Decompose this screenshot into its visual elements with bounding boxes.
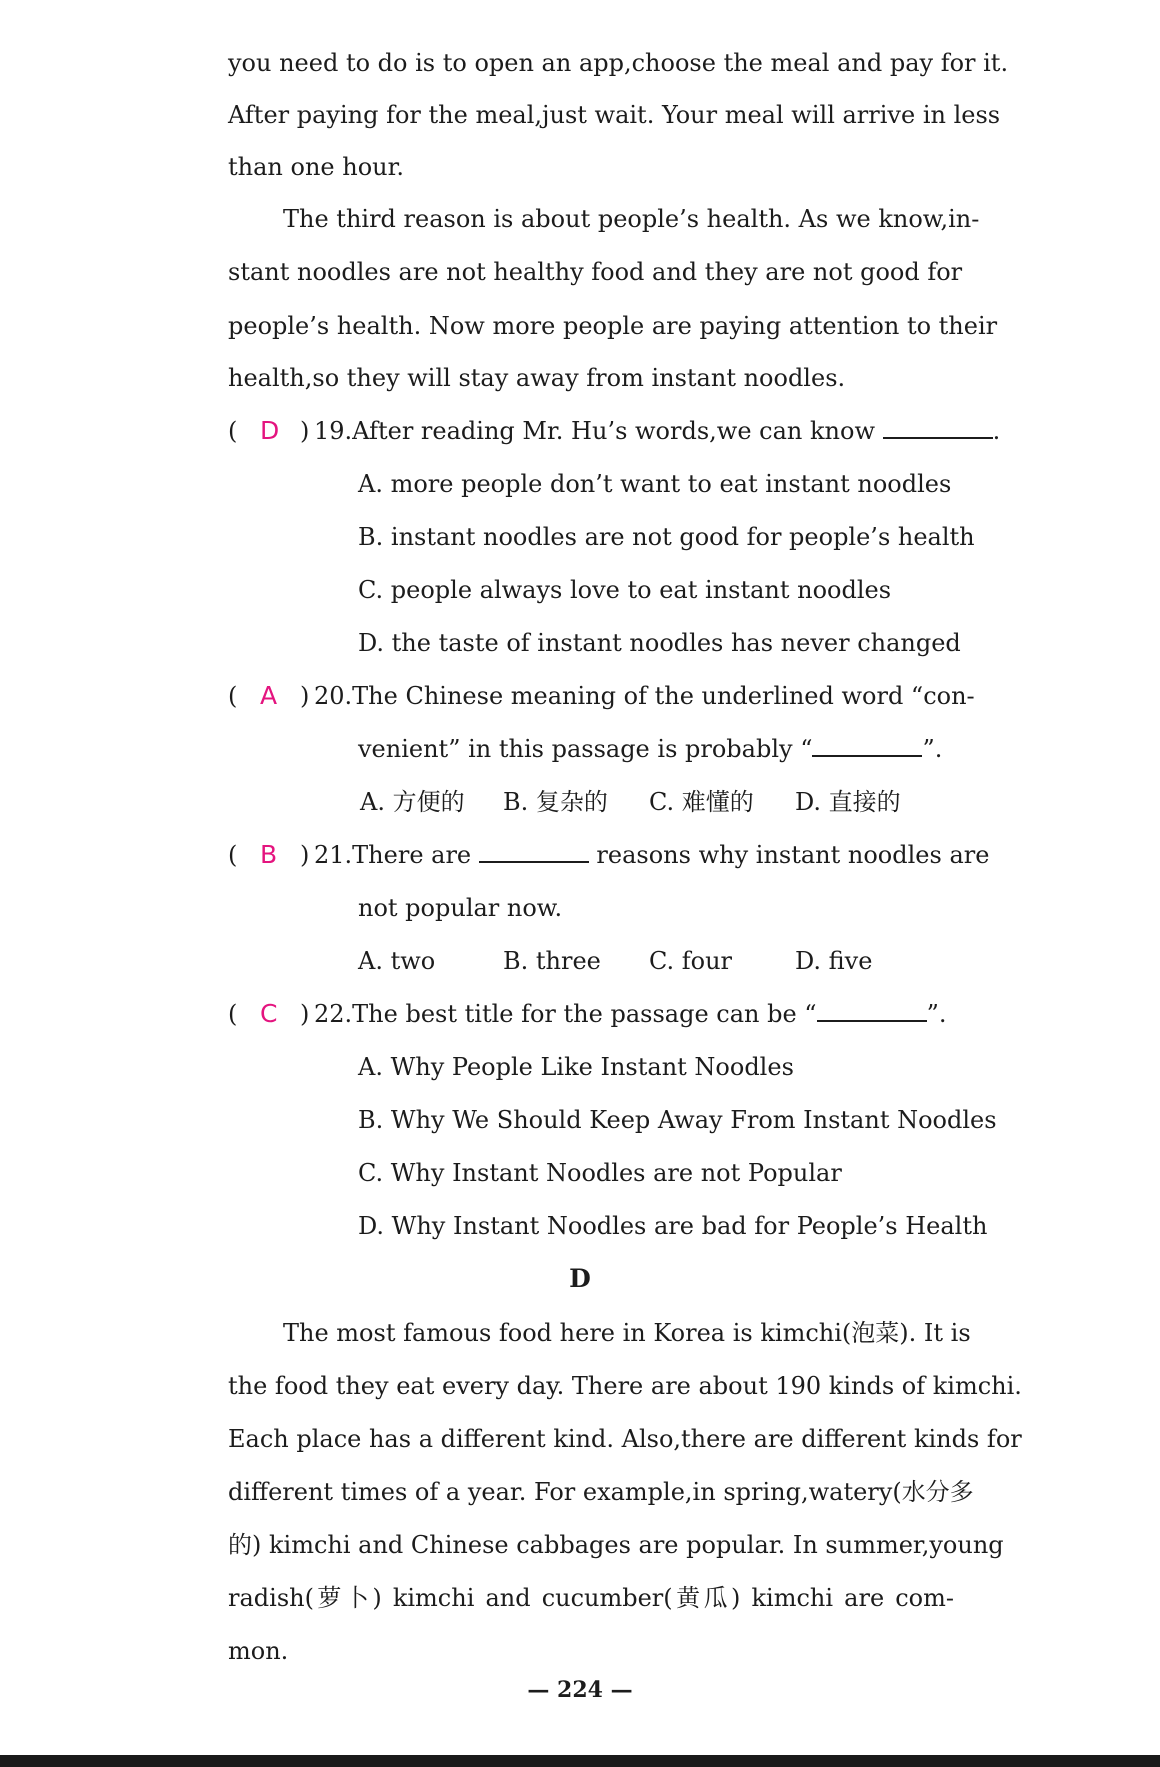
page-number: — 224 —: [527, 1677, 633, 1703]
option: C. people always love to eat instant noodles: [358, 576, 892, 604]
passage-line: people’s health. Now more people are paying attention to their: [228, 312, 998, 340]
option: A. 方便的: [360, 788, 465, 816]
section-title: D: [569, 1264, 591, 1293]
bottom-border: [0, 1755, 1160, 1767]
stem-text: The best title for the passage can be “: [352, 1000, 817, 1028]
option: C. Why Instant Noodles are not Popular: [358, 1159, 842, 1187]
answer-19: D: [260, 416, 280, 445]
passage-line: 的) kimchi and Chinese cabbages are popular. In summer,young: [228, 1531, 1004, 1559]
question-21-stem: [314, 840, 990, 870]
paren-close: ): [300, 417, 310, 445]
paren-close: ): [300, 841, 310, 869]
answer-21: B: [260, 840, 278, 869]
stem-text: There are: [352, 841, 472, 869]
stem-text: After reading Mr. Hu’s words,we can know: [352, 417, 875, 445]
option: B. Why We Should Keep Away From Instant Noodles: [358, 1106, 997, 1134]
passage-line: The third reason is about people’s health. As we know,in-: [283, 205, 980, 233]
answer-20: A: [260, 681, 278, 710]
passage-line: than one hour.: [228, 153, 405, 181]
question-20-stem: [314, 681, 975, 711]
stem-text: reasons why instant noodles are: [596, 841, 990, 869]
answer-blank: [812, 735, 922, 757]
paren-open: (: [228, 417, 238, 445]
option: C. 难懂的: [649, 788, 754, 816]
option: D. the taste of instant noodles has never changed: [358, 629, 961, 657]
passage-line: Each place has a different kind. Also,there are different kinds for: [228, 1425, 1022, 1453]
stem-text: venient” in this passage is probably “: [358, 735, 813, 763]
paren-open: (: [228, 841, 238, 869]
passage-line: different times of a year. For example,in spring,watery(水分多: [228, 1478, 974, 1506]
passage-line: radish(萝卜) kimchi and cucumber(黄瓜) kimchi are com-: [228, 1584, 954, 1612]
question-number: 21.: [314, 841, 353, 869]
question-number: 19.: [314, 417, 353, 445]
passage-line: The most famous food here in Korea is kimchi(泡菜). It is: [283, 1319, 971, 1347]
question-19-stem: [314, 416, 1001, 446]
question-22-stem: [314, 999, 954, 1029]
answer-blank: [883, 417, 993, 439]
question-21-stem-line2: not popular now.: [358, 894, 563, 922]
option: A. more people don’t want to eat instant noodles: [358, 470, 952, 498]
option: D. 直接的: [795, 788, 901, 816]
question-number: 20.: [314, 682, 353, 710]
option: A. two: [358, 947, 436, 975]
option: B. three: [503, 947, 601, 975]
answer-blank: [479, 841, 589, 863]
paren-open: (: [228, 682, 238, 710]
answer-blank: [817, 1000, 927, 1022]
option: C. four: [649, 947, 733, 975]
option: B. instant noodles are not good for people’s health: [358, 523, 975, 551]
answer-22: C: [260, 999, 278, 1028]
option: A. Why People Like Instant Noodles: [358, 1053, 794, 1081]
question-number: 22.: [314, 1000, 353, 1028]
stem-text: ”.: [922, 735, 943, 763]
paren-close: ): [300, 1000, 310, 1028]
stem-text: ”.: [926, 1000, 947, 1028]
passage-line: After paying for the meal,just wait. Your meal will arrive in less: [228, 101, 1001, 129]
option: D. five: [795, 947, 873, 975]
passage-line: you need to do is to open an app,choose the meal and pay for it.: [228, 49, 1009, 77]
passage-line: stant noodles are not healthy food and they are not good for: [228, 258, 963, 286]
option: B. 复杂的: [503, 788, 608, 816]
option: D. Why Instant Noodles are bad for People’s Health: [358, 1212, 988, 1240]
paren-close: ): [300, 682, 310, 710]
stem-text: .: [992, 417, 1001, 445]
passage-line: mon.: [228, 1637, 289, 1665]
passage-line: health,so they will stay away from instant noodles.: [228, 364, 846, 392]
question-20-stem-line2: [358, 734, 942, 764]
stem-text: The Chinese meaning of the underlined word “con-: [352, 682, 975, 710]
paren-open: (: [228, 1000, 238, 1028]
passage-line: the food they eat every day. There are about 190 kinds of kimchi.: [228, 1372, 1022, 1400]
